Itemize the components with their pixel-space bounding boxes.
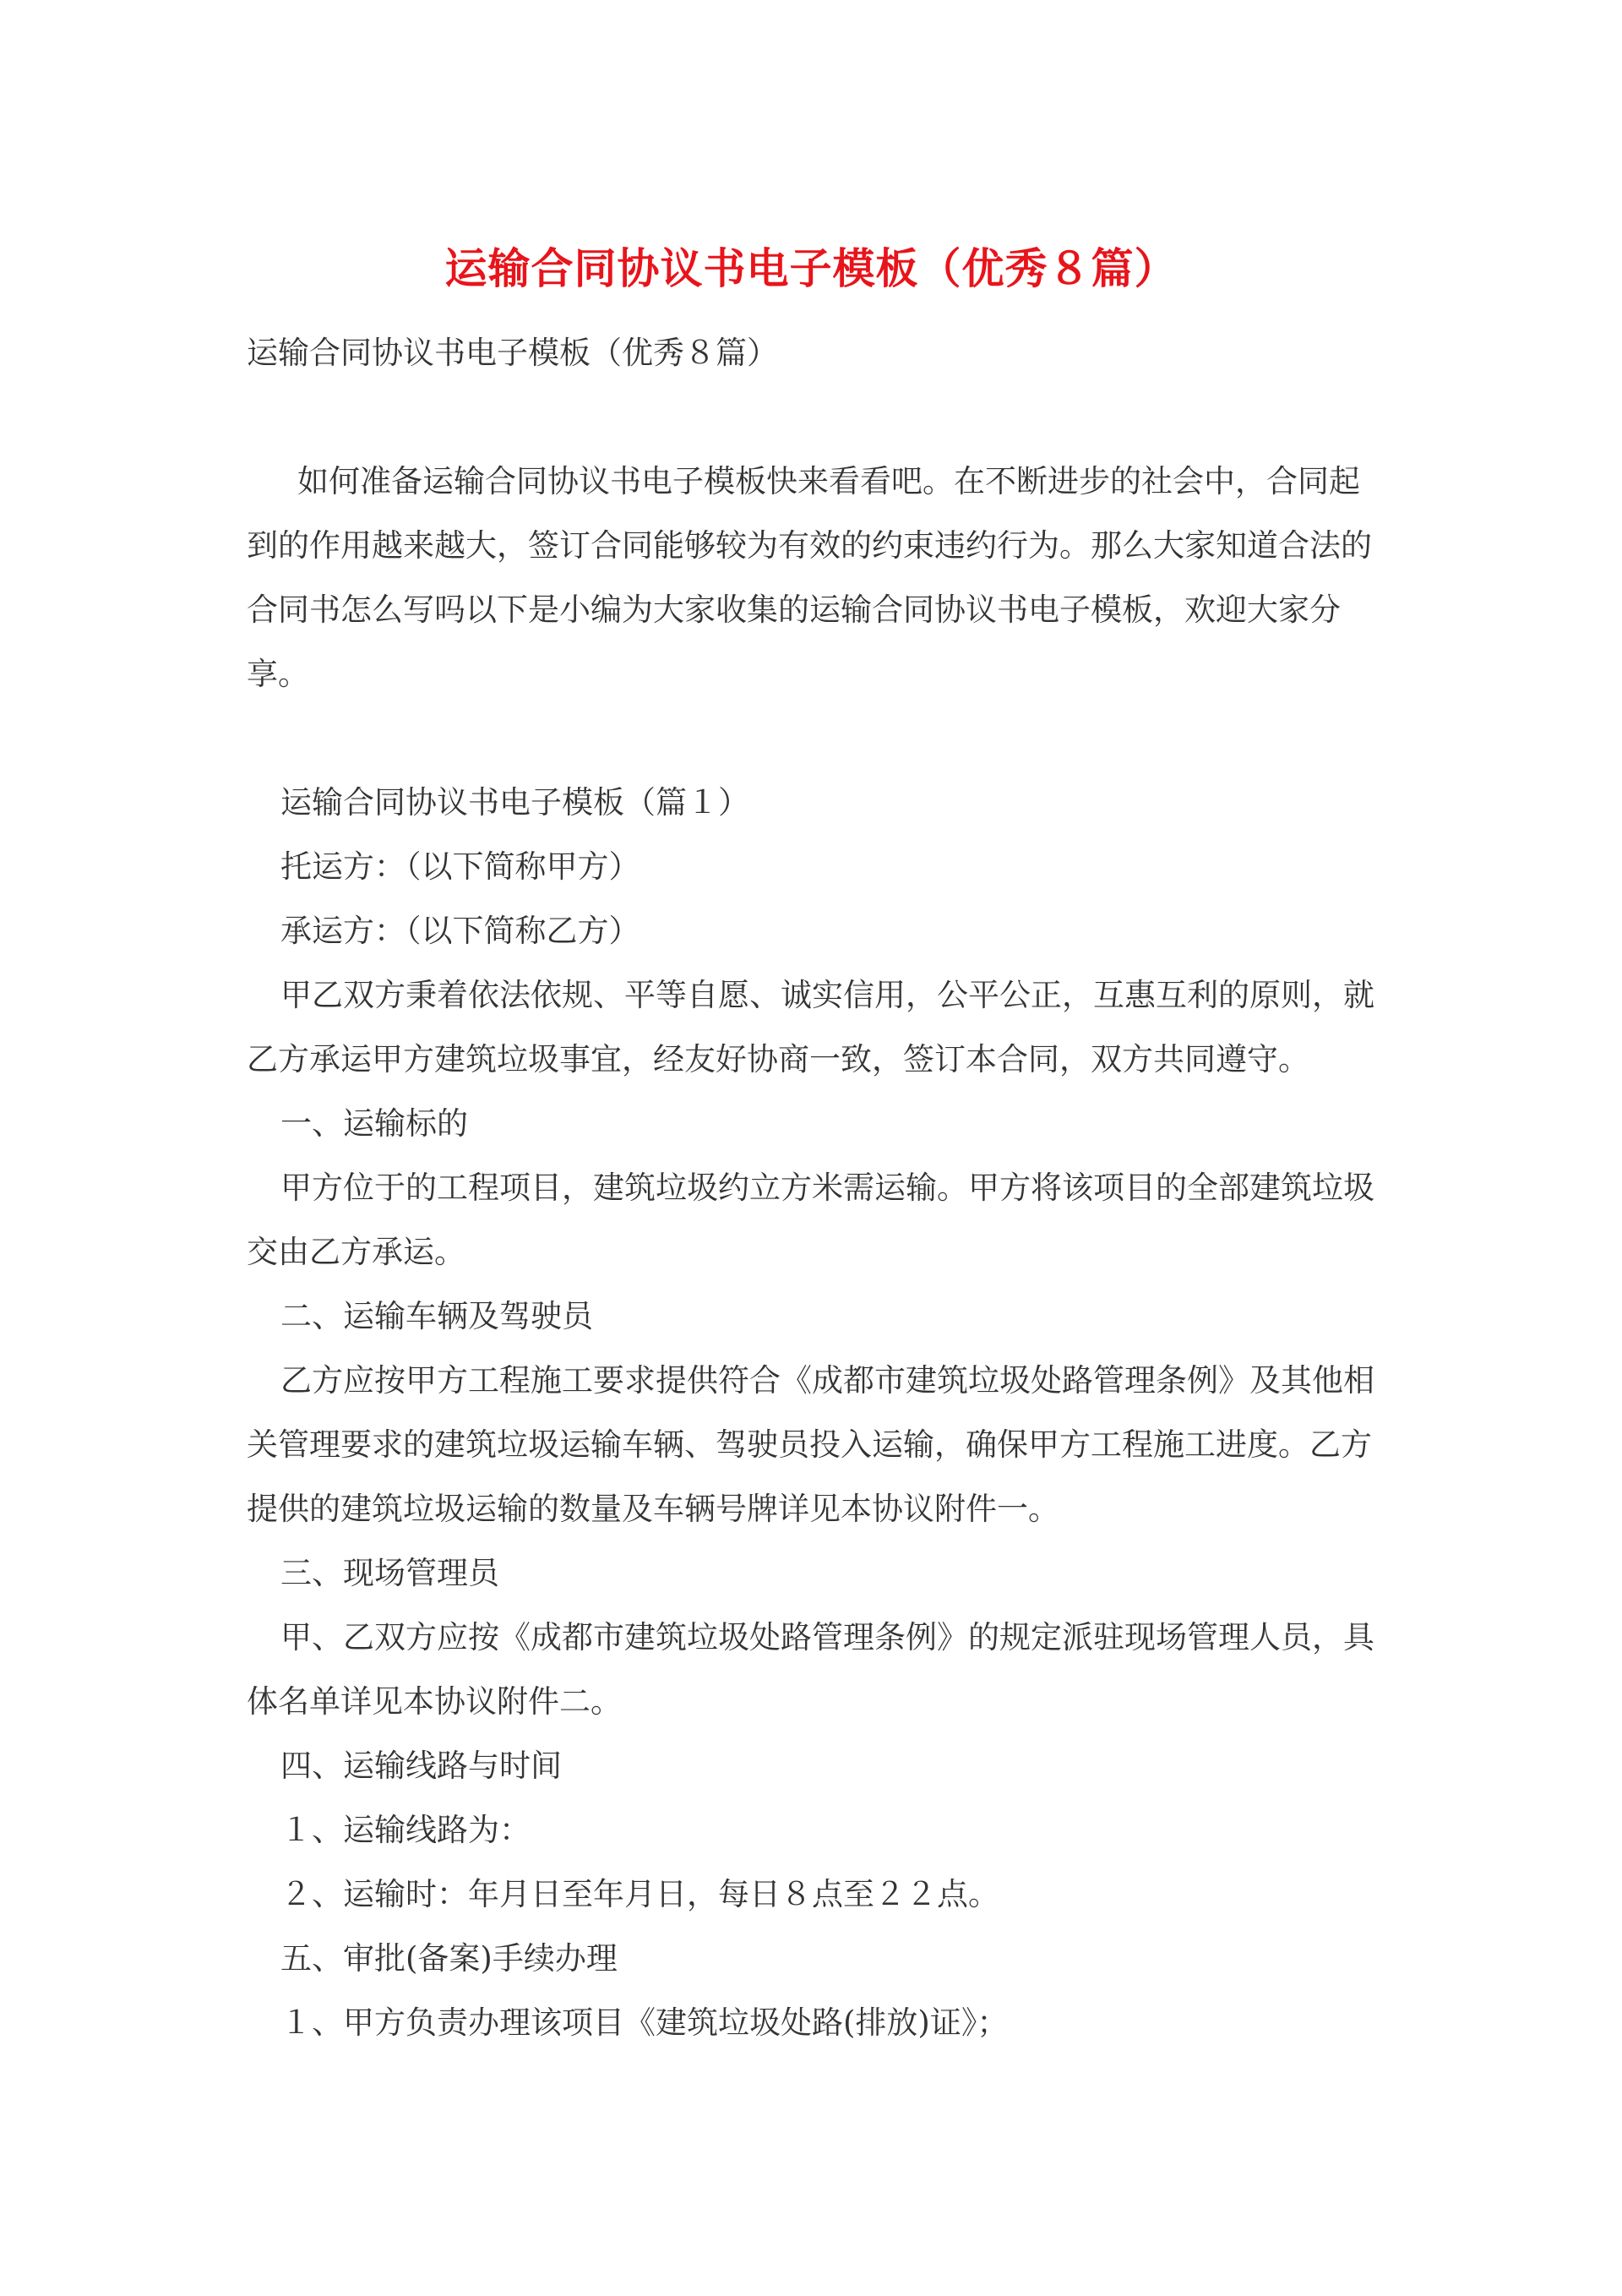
clause-heading-4: 四、运输线路与时间 [280, 1748, 562, 1784]
clause-heading-1: 一、运输标的 [280, 1105, 468, 1142]
consignor-line: 托运方：（以下简称甲方） [280, 848, 640, 885]
clause-heading-2: 二、运输车辆及驾驶员 [280, 1298, 593, 1334]
clause-item-4-1: １、运输线路为： [280, 1812, 531, 1848]
clause-text-3: 甲、乙双方应按《成都市建筑垃圾处路管理条例》的规定派驻现场管理人员，具体名单详见本协议附件二。 [247, 1619, 1374, 1720]
clause-heading-3: 三、现场管理员 [280, 1555, 499, 1591]
clause-text-2: 乙方应按甲方工程施工要求提供符合《成都市建筑垃圾处路管理条例》及其他相关管理要求的建筑垃圾运输车辆、驾驶员投入运输，确保甲方工程施工进度。乙方提供的建筑垃圾运输的数量及车辆号牌详见本协议附件一。 [247, 1362, 1374, 1527]
preamble-paragraph: 甲乙双方秉着依法依规、平等自愿、诚实信用，公平公正，互惠互利的原则，就乙方承运甲方建筑垃圾事宜，经友好协商一致，签订本合同，双方共同遵守。 [247, 977, 1374, 1077]
contract-body [247, 771, 1379, 2055]
document-subtitle: 运输合同协议书电子模板（优秀８篇） [247, 335, 778, 371]
clause-item-5-1: １、甲方负责办理该项目《建筑垃圾处路(排放)证》； [280, 2004, 1009, 2041]
carrier-line: 承运方：（以下简称乙方） [280, 913, 640, 949]
section-heading: 运输合同协议书电子模板（篇１） [280, 784, 749, 821]
intro-text: 如何准备运输合同协议书电子模板快来看看吧。在不断进步的社会中，合同起到的作用越来越大，签订合同能够较为有效的约束违约行为。那么大家知道合法的合同书怎么写吗以下是小编为大家收集的运输合同协议书电子模板，欢迎大家分享。 [247, 463, 1372, 692]
intro-paragraph [247, 450, 1379, 706]
clause-heading-5: 五、审批(备案)手续办理 [280, 1940, 618, 1977]
clause-text-1: 甲方位于的工程项目，建筑垃圾约立方米需运输。甲方将该项目的全部建筑垃圾交由乙方承运。 [247, 1170, 1374, 1270]
clause-item-4-2: ２、运输时：年月日至年月日，每日８点至２２点。 [280, 1876, 999, 1912]
document-title: 运输合同协议书电子模板（优秀８篇） [444, 243, 1178, 293]
